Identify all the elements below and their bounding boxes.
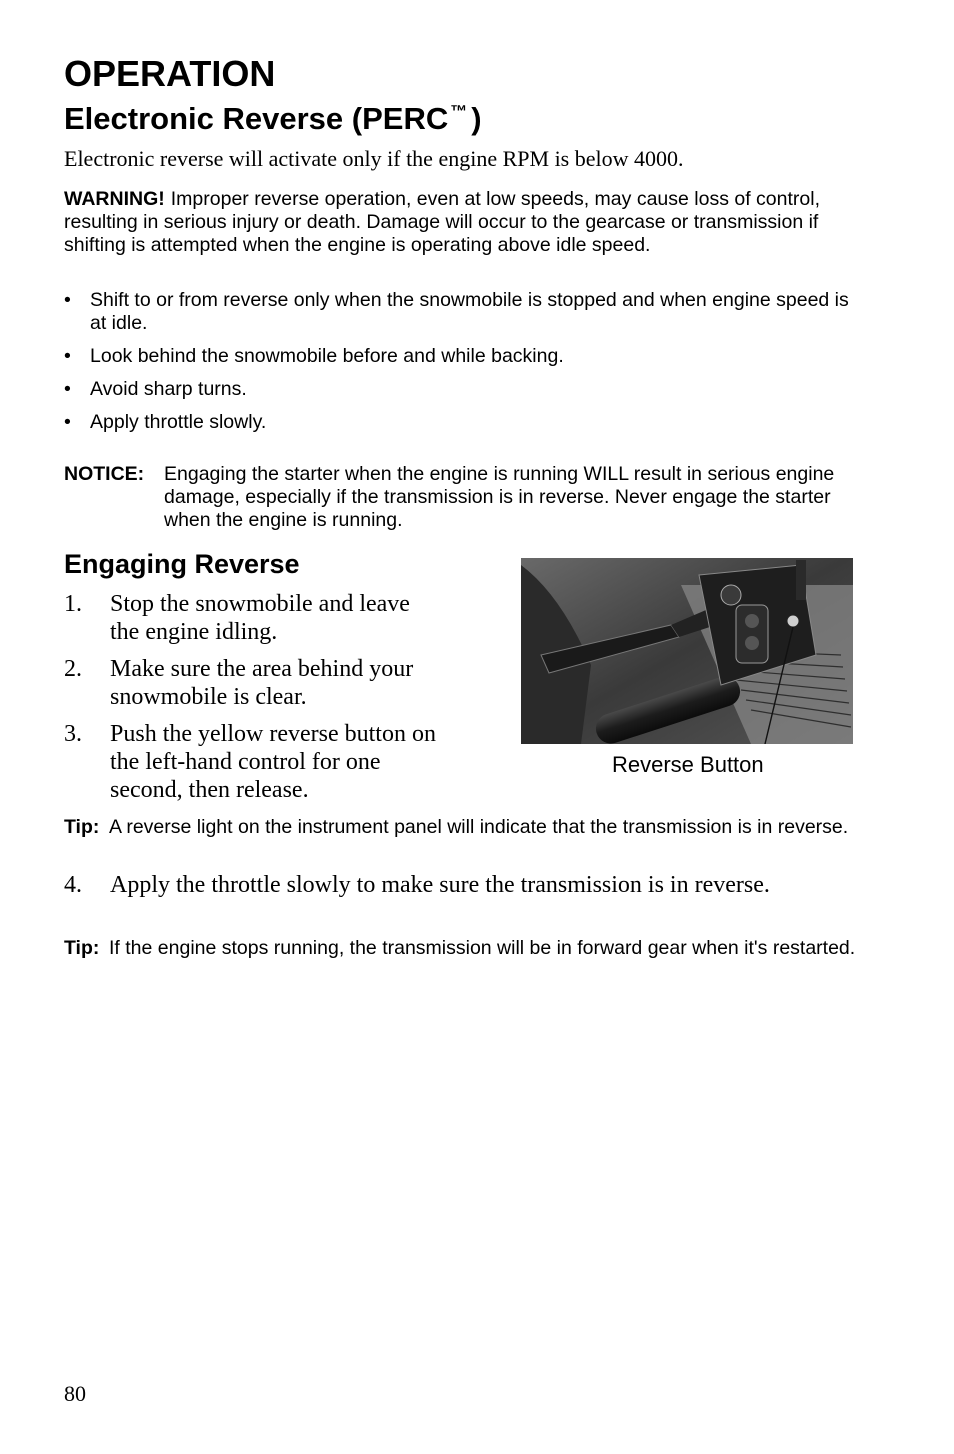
tip-engine-stops: [64, 937, 864, 960]
bullet-icon: •: [64, 289, 71, 311]
reverse-button-photo: [521, 555, 853, 744]
notice-label: NOTICE:: [64, 463, 145, 485]
engaging-reverse-heading: Engaging Reverse: [64, 549, 300, 579]
bullet-icon: •: [64, 345, 71, 367]
warning-label: WARNING!: [64, 188, 165, 210]
list-item: [64, 720, 444, 804]
tip-label: Tip:: [64, 816, 100, 838]
step-text: Stop the snowmobile and leave the engine idling.: [110, 591, 410, 645]
step-four: [64, 871, 824, 899]
warning-text: Improper reverse operation, even at low speeds, may cause loss of control, resulting in serious injury or death. Damage will occur to the gearcase or transmission if shifting is attempted when the engine is operating above idle speed.: [64, 188, 820, 256]
list-item: [64, 655, 444, 711]
warning-block: [64, 188, 864, 257]
tip-text: If the engine stops running, the transmission will be in forward gear when it's restarted.: [109, 937, 856, 959]
step-number: 4.: [64, 872, 82, 898]
subsection-title-text: Electronic Reverse (PERC: [64, 101, 449, 136]
list-item: [64, 378, 864, 401]
step-text: Apply the throttle slowly to make sure the transmission is in reverse.: [110, 872, 770, 898]
step-number: 1.: [64, 591, 82, 617]
tip-reverse-light: [64, 816, 864, 839]
subsection-title: [64, 94, 482, 137]
bullet-text: Apply throttle slowly.: [90, 411, 267, 433]
tip-label: Tip:: [64, 937, 100, 959]
list-item: [64, 345, 864, 368]
list-item: [64, 411, 864, 434]
bullet-icon: •: [64, 378, 71, 400]
step-text: Make sure the area behind your snowmobile is clear.: [110, 656, 414, 710]
safety-bullet-list: [64, 289, 864, 444]
notice-block: [64, 463, 864, 532]
notice-text: Engaging the starter when the engine is running WILL result in serious engine damage, especially if the transmission is in reverse. Never engage the starter when the engine is running.: [164, 463, 835, 531]
section-title: OPERATION: [64, 53, 276, 94]
trademark-symbol: ™: [450, 102, 468, 121]
step-number: 3.: [64, 721, 82, 747]
intro-paragraph: Electronic reverse will activate only if the engine RPM is below 4000.: [64, 146, 684, 171]
step-text: Push the yellow reverse button on the left-hand control for one second, then release.: [110, 721, 436, 803]
page-number: 80: [64, 1381, 86, 1406]
figure-caption: Reverse Button: [612, 752, 764, 777]
list-item: [64, 289, 864, 335]
bullet-text: Avoid sharp turns.: [90, 378, 247, 400]
subsection-title-close: ): [471, 101, 482, 136]
list-item: [64, 590, 444, 646]
steps-list: [64, 590, 444, 813]
tip-text: A reverse light on the instrument panel will indicate that the transmission is in reverse.: [109, 816, 849, 838]
bullet-text: Shift to or from reverse only when the snowmobile is stopped and when engine speed is at idle.: [90, 289, 849, 334]
step-number: 2.: [64, 656, 82, 682]
bullet-icon: •: [64, 411, 71, 433]
bullet-text: Look behind the snowmobile before and while backing.: [90, 345, 564, 367]
